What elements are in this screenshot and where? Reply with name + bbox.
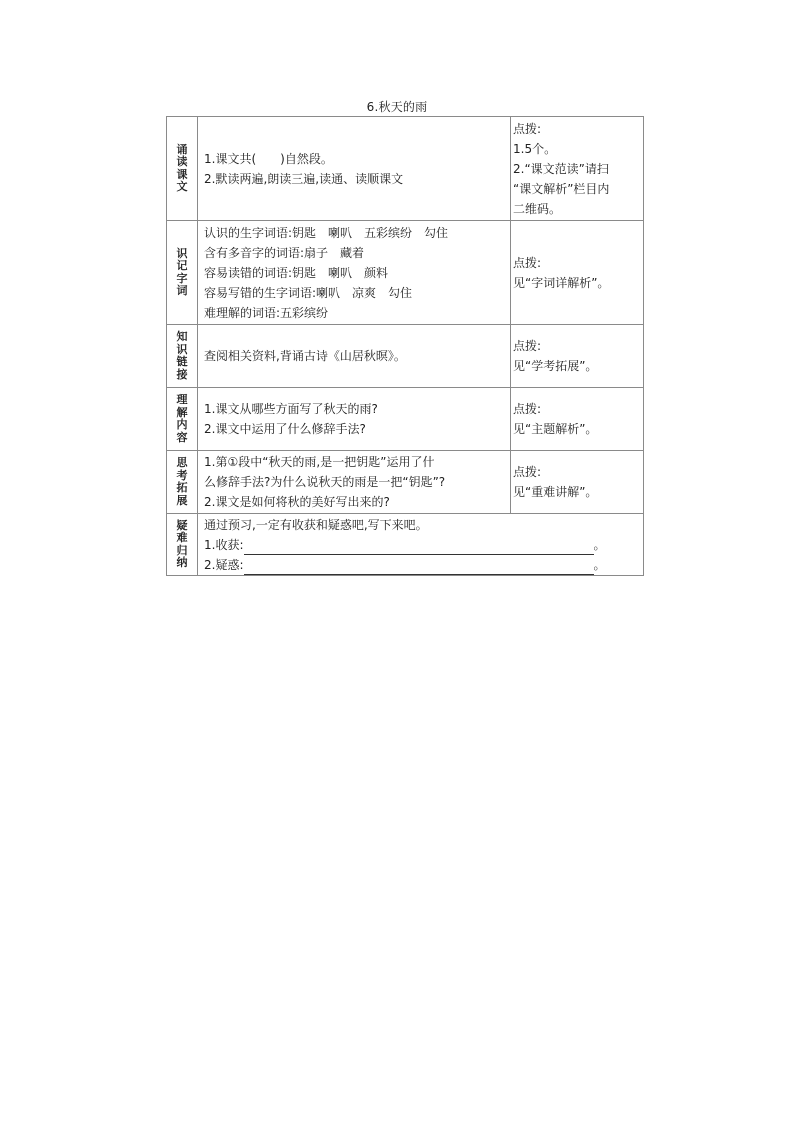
preview-table (166, 116, 644, 576)
content-line: 1.第①段中“秋天的雨,是一把钥匙”运用了什 (204, 455, 435, 469)
row-content-cell (198, 117, 511, 221)
tip-line: “课文解析”栏目内 (513, 181, 610, 196)
tip-line: 见“学考拓展”。 (513, 359, 598, 373)
tip-line: 见“重难讲解”。 (513, 485, 598, 499)
row-content-cell (198, 221, 511, 325)
tip-line: 1.5个。 (513, 141, 557, 156)
row-category-cell (167, 451, 198, 514)
content-line: 查阅相关资料,背诵古诗《山居秋暝》。 (204, 349, 406, 363)
row-tip-cell (511, 221, 644, 325)
row-category-cell (167, 221, 198, 325)
row-category-label: 思考拓展 (176, 456, 188, 507)
tip-line: 见“主题解析”。 (513, 422, 598, 436)
row-category-cell (167, 388, 198, 451)
row-category-label: 诵读课文 (176, 142, 188, 193)
row-category-cell (167, 117, 198, 221)
gain-fill-line (204, 535, 637, 555)
row-content-cell (198, 451, 511, 514)
doubt-end: 。 (593, 557, 606, 572)
table-row (167, 221, 644, 325)
content-line: 含有多音字的词语:扇子 藏着 (204, 245, 365, 260)
table-row (167, 388, 644, 451)
row-category-cell (167, 514, 198, 576)
doubt-blank[interactable] (244, 561, 594, 575)
page-title: 6.秋天的雨 (366, 100, 428, 114)
summary-intro: 通过预习,一定有收获和疑惑吧,写下来吧。 (204, 517, 428, 532)
row-category-label: 疑难归纳 (176, 518, 188, 569)
gain-blank[interactable] (244, 541, 594, 555)
content-line: 容易写错的生字词语:喇叭 凉爽 勾住 (204, 285, 413, 300)
row-content-cell (198, 325, 511, 388)
content-line: 认识的生字词语:钥匙 喇叭 五彩缤纷 勾住 (204, 225, 449, 240)
doubt-fill-line (204, 555, 637, 575)
table-row (167, 451, 644, 514)
row-category-label: 知识链接 (176, 330, 188, 381)
row-tip-cell (511, 117, 644, 221)
tip-line: 点拨: (513, 402, 542, 416)
content-line: 1.课文共( )自然段。 (204, 151, 333, 166)
content-line: 2.默读两遍,朗读三遍,读通、读顺课文 (204, 171, 404, 186)
content-line: 难理解的词语:五彩缤纷 (204, 305, 329, 320)
row-content-cell (198, 388, 511, 451)
tip-line: 点拨: (513, 255, 542, 270)
content-line: 容易读错的词语:钥匙 喇叭 颜料 (204, 265, 389, 280)
row-tip-cell (511, 325, 644, 388)
row-tip-cell (511, 451, 644, 514)
row-category-label: 识记字词 (176, 246, 188, 297)
tip-line: 2.“课文范读”请扫 (513, 161, 609, 176)
tip-line: 见“字词详解析”。 (513, 275, 610, 290)
row-tip-cell (511, 388, 644, 451)
tip-line: 点拨: (513, 339, 542, 353)
content-line: 2.课文中运用了什么修辞手法? (204, 422, 366, 436)
tip-line: 点拨: (513, 121, 542, 136)
table-row (167, 514, 644, 576)
tip-line: 二维码。 (513, 201, 562, 216)
row-category-label: 理解内容 (176, 393, 188, 444)
content-line: 1.课文从哪些方面写了秋天的雨? (204, 402, 378, 416)
gain-label: 1.收获: (204, 537, 244, 552)
row-content-cell (198, 514, 644, 576)
row-category-cell (167, 325, 198, 388)
tip-line: 点拨: (513, 465, 542, 479)
content-line: 么修辞手法?为什么说秋天的雨是一把“钥匙”? (204, 475, 446, 489)
gain-end: 。 (593, 537, 606, 552)
content-line: 2.课文是如何将秋的美好写出来的? (204, 495, 390, 509)
doubt-label: 2.疑惑: (204, 557, 244, 572)
table-row (167, 325, 644, 388)
table-row (167, 117, 644, 221)
